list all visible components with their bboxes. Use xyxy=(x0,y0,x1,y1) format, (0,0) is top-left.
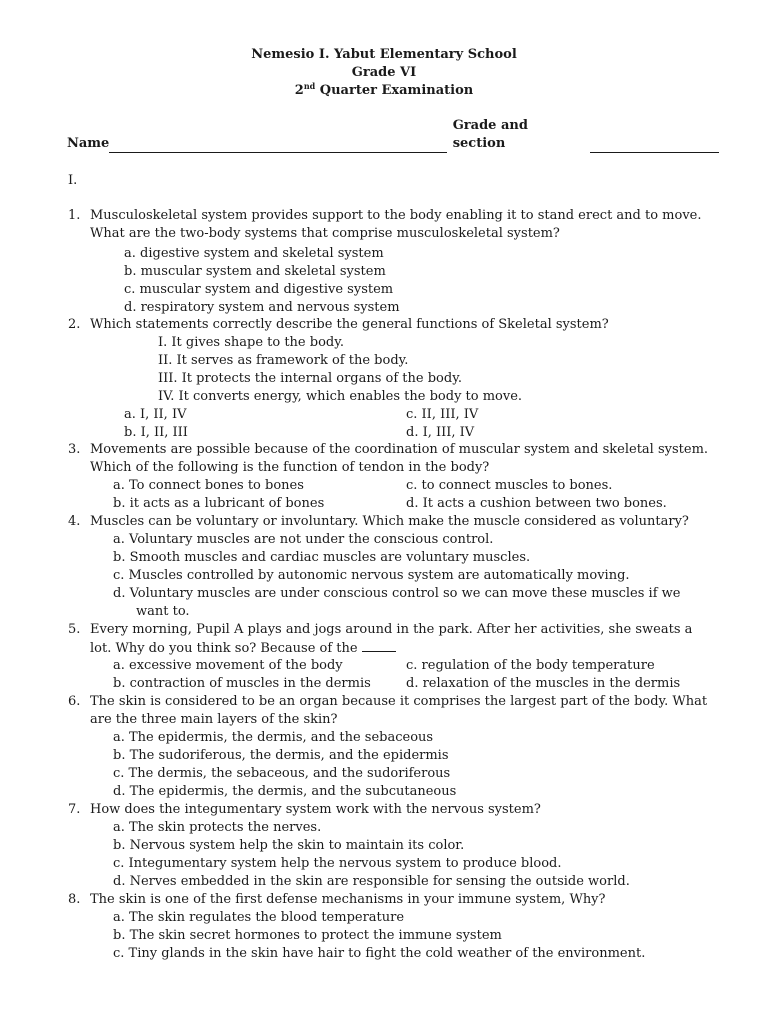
choice-7a[interactable]: a. The skin protects the nerves. xyxy=(113,820,322,835)
choice-8c[interactable]: c. Tiny glands in the skin have hair to fight the cold weather of the environment. xyxy=(113,946,646,961)
answer-blank xyxy=(362,639,396,652)
name-grade-row xyxy=(67,117,719,153)
question-number: 8. xyxy=(68,892,81,907)
question-7 xyxy=(68,801,718,819)
question-text-line-2: lot. Why do you think so? Because of the xyxy=(90,639,718,658)
choice-6a[interactable]: a. The epidermis, the dermis, and the sebaceous xyxy=(113,730,434,745)
statement-2-i: I. It gives shape to the body. xyxy=(158,335,344,350)
choice-5b[interactable]: b. contraction of muscles in the dermis xyxy=(113,676,371,691)
choice-5a[interactable]: a. excessive movement of the body xyxy=(113,658,343,673)
exam-title: 2nd Quarter Examination xyxy=(294,81,474,98)
choice-3d[interactable]: d. It acts a cushion between two bones. xyxy=(406,496,667,511)
question-2 xyxy=(68,316,718,334)
choice-8b[interactable]: b. The skin secret hormones to protect the immune system xyxy=(113,928,502,943)
grade-section-label: Grade and section xyxy=(452,118,528,151)
question-1 xyxy=(68,207,718,243)
choice-3a[interactable]: a. To connect bones to bones xyxy=(113,478,304,493)
question-number: 3. xyxy=(68,442,81,457)
question-5 xyxy=(68,621,718,658)
choice-8a[interactable]: a. The skin regulates the blood temperature xyxy=(113,910,405,925)
question-number: 6. xyxy=(68,694,81,709)
choice-5d[interactable]: d. relaxation of the muscles in the dermis xyxy=(406,676,681,691)
choice-4d[interactable]: d. Voluntary muscles are under conscious control so we can move these muscles if we xyxy=(113,586,681,601)
question-8 xyxy=(68,891,718,909)
choice-1a[interactable]: a. digestive system and skeletal system xyxy=(124,246,384,261)
choice-7d[interactable]: d. Nerves embedded in the skin are responsible for sensing the outside world. xyxy=(113,874,630,889)
statement-2-iii: III. It protects the internal organs of the body. xyxy=(158,371,462,386)
choice-4b[interactable]: b. Smooth muscles and cardiac muscles are voluntary muscles. xyxy=(113,550,531,565)
choice-6d[interactable]: d. The epidermis, the dermis, and the subcutaneous xyxy=(113,784,457,799)
choice-6b[interactable]: b. The sudoriferous, the dermis, and the epidermis xyxy=(113,748,449,763)
choice-2b[interactable]: b. I, II, III xyxy=(124,425,188,440)
question-number: 4. xyxy=(68,514,81,529)
question-number: 2. xyxy=(68,317,81,332)
school-name: Nemesio I. Yabut Elementary School xyxy=(251,47,517,62)
name-label: Name xyxy=(67,136,110,151)
choice-5c[interactable]: c. regulation of the body temperature xyxy=(406,658,655,673)
choice-7c[interactable]: c. Integumentary system help the nervous system to produce blood. xyxy=(113,856,562,871)
question-text: Movements are possible because of the coordination of muscular system and skeletal system. Which of the following is the function of tendon in the body? xyxy=(90,442,709,475)
question-text: The skin is considered to be an organ because it comprises the largest part of the body. What are the three main layers of the skin? xyxy=(90,694,708,727)
question-text: Which statements correctly describe the general functions of Skeletal system? xyxy=(90,317,609,332)
name-field[interactable] xyxy=(109,139,446,153)
statement-2-iv: IV. It converts energy, which enables the body to move. xyxy=(158,389,523,404)
choice-7b[interactable]: b. Nervous system help the skin to maintain its color. xyxy=(113,838,465,853)
choice-6c[interactable]: c. The dermis, the sebaceous, and the sudoriferous xyxy=(113,766,451,781)
grade-title: Grade VI xyxy=(351,65,417,80)
choice-3b[interactable]: b. it acts as a lubricant of bones xyxy=(113,496,325,511)
question-3 xyxy=(68,441,718,477)
question-text: The skin is one of the first defense mechanisms in your immune system, Why? xyxy=(90,892,606,907)
choice-4d-cont: want to. xyxy=(136,604,190,619)
question-text: Musculoskeletal system provides support to the body enabling it to stand erect and to move. What are the two-body systems that comprise musculoskeletal system? xyxy=(90,208,702,241)
choice-1d[interactable]: d. respiratory system and nervous system xyxy=(124,300,400,315)
choice-2a[interactable]: a. I, II, IV xyxy=(124,407,187,422)
choice-4a[interactable]: a. Voluntary muscles are not under the conscious control. xyxy=(113,532,494,547)
question-text: How does the integumentary system work with the nervous system? xyxy=(90,802,541,817)
question-number: 7. xyxy=(68,802,81,817)
choice-1c[interactable]: c. muscular system and digestive system xyxy=(124,282,394,297)
section-label: I. xyxy=(68,173,78,188)
choice-2c[interactable]: c. II, III, IV xyxy=(406,407,479,422)
choice-4c[interactable]: c. Muscles controlled by autonomic nervous system are automatically moving. xyxy=(113,568,630,583)
choice-2d[interactable]: d. I, III, IV xyxy=(406,425,475,440)
question-text: Muscles can be voluntary or involuntary. Which make the muscle considered as voluntary? xyxy=(90,514,689,529)
choice-3c[interactable]: c. to connect muscles to bones. xyxy=(406,478,613,493)
question-4 xyxy=(68,513,718,531)
choice-1b[interactable]: b. muscular system and skeletal system xyxy=(124,264,386,279)
question-text-line-1: Every morning, Pupil A plays and jogs around in the park. After her activities, she sweats a xyxy=(90,622,693,637)
statement-2-ii: II. It serves as framework of the body. xyxy=(158,353,409,368)
grade-section-field[interactable] xyxy=(590,139,719,153)
question-6 xyxy=(68,693,718,729)
question-number: 5. xyxy=(68,622,81,637)
question-number: 1. xyxy=(68,208,81,223)
